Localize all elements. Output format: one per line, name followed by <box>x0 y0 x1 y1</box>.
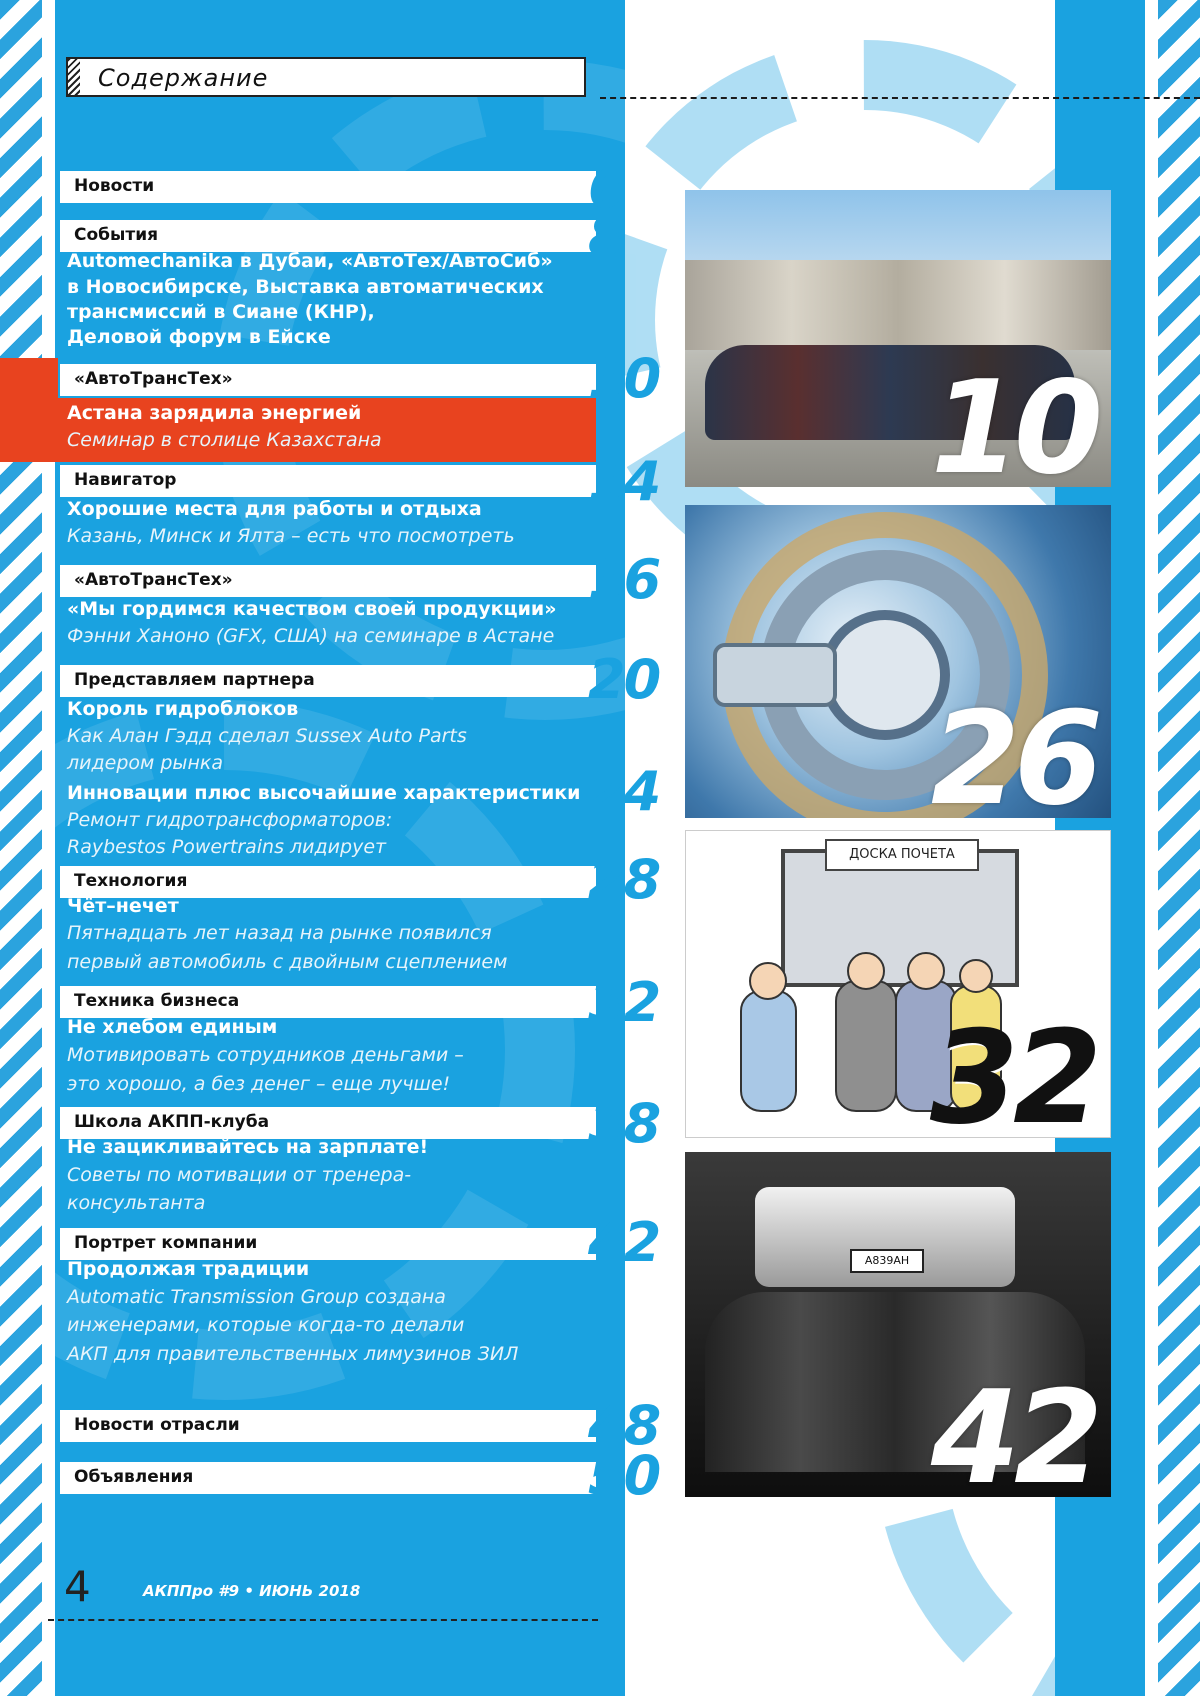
section-label[interactable]: Представляем партнера <box>60 665 596 697</box>
page-title <box>66 57 586 97</box>
license-plate: А839АН <box>850 1249 924 1273</box>
page-number[interactable]: 28 <box>588 848 660 911</box>
page-badge-number: 26 <box>930 685 1097 818</box>
page-number[interactable]: 38 <box>588 1092 660 1155</box>
section-label[interactable]: Портрет компании <box>60 1228 596 1260</box>
article-title[interactable]: Не хлебом единым <box>67 1016 278 1038</box>
article-subtitle: Raybestos Powertrains лидирует <box>67 836 387 858</box>
photo-transmission[interactable] <box>685 505 1111 818</box>
article-subtitle: Фэнни Ханоно (GFX, США) на семинаре в Астане <box>67 625 555 647</box>
article-title[interactable]: Чёт–нечет <box>67 895 179 917</box>
article-subtitle: консультанта <box>67 1192 206 1214</box>
article-title[interactable]: Астана зарядила энергией <box>67 402 362 424</box>
article-subtitle: Automatic Transmission Group создана <box>67 1286 446 1308</box>
page-number[interactable]: 16 <box>588 548 660 611</box>
right-stripe-decoration <box>1158 0 1200 1696</box>
title-hatch <box>68 59 80 95</box>
page-number[interactable]: 42 <box>588 1211 660 1274</box>
article-subtitle: Советы по мотивации от тренера- <box>67 1164 412 1186</box>
article-subtitle: Ремонт гидротрансформаторов: <box>67 809 393 831</box>
top-dashed-line <box>600 97 1200 99</box>
page-number[interactable]: 20 <box>588 648 660 711</box>
section-label[interactable]: Новости отрасли <box>60 1410 596 1442</box>
section-label[interactable]: «АвтоТрансТех» <box>60 364 596 396</box>
car <box>755 1187 1015 1287</box>
article-subtitle: Мотивировать сотрудников деньгами – <box>67 1044 464 1066</box>
page-number[interactable]: 8 <box>588 205 624 268</box>
page-badge-number: 42 <box>930 1364 1097 1497</box>
article-subtitle: это хорошо, а без денег – еще лучше! <box>67 1073 451 1095</box>
left-stripe-decoration <box>0 0 42 1696</box>
footer-magazine: АКППро #9 • ИЮНЬ 2018 <box>143 1582 361 1600</box>
article-subtitle: Казань, Минск и Ялта – есть что посмотреть <box>67 525 515 547</box>
section-label[interactable]: События <box>60 220 596 252</box>
page-badge-number: 10 <box>930 354 1097 487</box>
page-title-text: Содержание <box>98 64 269 92</box>
section-label[interactable]: Технология <box>60 866 596 898</box>
photo-group-astana[interactable] <box>685 190 1111 487</box>
article-title[interactable]: Automechanika в Дубаи, «АвтоТех/АвтоСиб» <box>67 250 553 272</box>
article-subtitle: Пятнадцать лет назад на рынке появился <box>67 922 492 944</box>
section-label[interactable]: Навигатор <box>60 465 596 497</box>
article-subtitle: Как Алан Гэдд сделал Sussex Auto Parts <box>67 725 467 747</box>
page-badge-number: 32 <box>929 1004 1096 1138</box>
article-title[interactable]: Король гидроблоков <box>67 698 299 720</box>
article-title[interactable]: Деловой форум в Ейске <box>67 326 331 348</box>
article-title[interactable]: Инновации плюс высочайшие характеристики <box>67 782 581 804</box>
photo-company-team[interactable] <box>685 1152 1111 1497</box>
page-number[interactable]: 50 <box>588 1444 660 1507</box>
article-subtitle: АКП для правительственных лимузинов ЗИЛ <box>67 1343 519 1365</box>
photo-honor-board[interactable] <box>685 830 1111 1138</box>
article-subtitle: Семинар в столице Казахстана <box>67 429 382 451</box>
page-number[interactable]: 14 <box>588 450 660 513</box>
section-label[interactable]: Техника бизнеса <box>60 986 596 1018</box>
footer-dashed-line <box>48 1619 598 1621</box>
footer-page-number: 4 <box>64 1562 91 1611</box>
article-subtitle: инженерами, которые когда-то делали <box>67 1314 465 1336</box>
section-label[interactable]: Новости <box>60 171 596 203</box>
page-number[interactable]: 48 <box>588 1394 660 1457</box>
article-title[interactable]: Не зацикливайтесь на зарплате! <box>67 1136 429 1158</box>
page-number[interactable]: 6 <box>588 157 624 220</box>
section-label[interactable]: Объявления <box>60 1462 596 1494</box>
article-subtitle: первый автомобиль с двойным сцеплением <box>67 951 508 973</box>
section-label[interactable]: Школа АКПП-клуба <box>60 1107 596 1139</box>
page-number[interactable]: 32 <box>588 971 660 1034</box>
article-subtitle: лидером рынка <box>67 752 223 774</box>
article-title[interactable]: «Мы гордимся качеством своей продукции» <box>67 598 557 620</box>
article-title[interactable]: Продолжая традиции <box>67 1258 310 1280</box>
page-number[interactable]: 10 <box>588 347 660 410</box>
article-title[interactable]: в Новосибирске, Выставка автоматических <box>67 276 544 298</box>
article-title[interactable]: трансмиссий в Сиане (КНР), <box>67 301 375 323</box>
photo-buildings <box>685 260 1111 350</box>
article-title[interactable]: Хорошие места для работы и отдыха <box>67 498 482 520</box>
page-number[interactable]: 24 <box>588 760 660 823</box>
section-label[interactable]: «АвтоТрансТех» <box>60 565 596 597</box>
honor-board-title: ДОСКА ПОЧЕТА <box>825 839 979 871</box>
